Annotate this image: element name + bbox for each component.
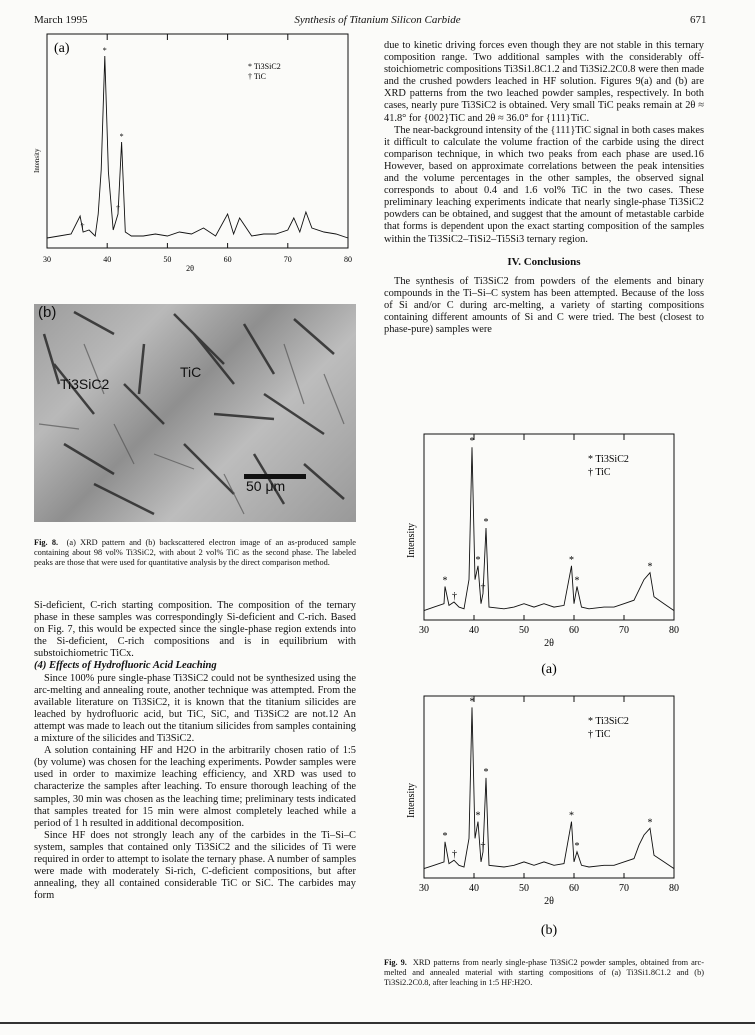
fig8b-micrograph (34, 304, 356, 522)
fig8a-xticks (43, 34, 352, 264)
peak-marker-ti3sic2: * (569, 554, 574, 566)
xtick-label: 30 (419, 883, 429, 894)
fig9b-pattern-line (424, 707, 674, 868)
right-paragraph-1: due to kinetic driving forces even though they are not stable in this ternary composition range. Two additional samples with the considerably off-stoichiometric compositions Ti3Si1.8C1.2 and Ti3Si2.2C0.8 were then made and the crushed powders leached in HF solution. Figures 9(a) and (b) are XRD patterns from the two leached powder samples, respectively. In both cases, nearly pure Ti3SiC2 is obtained. Very small TiC peaks remain at 2θ ≈ 41.8° for {002}TiC and 2θ ≈ 36.0° for {111}TiC. (384, 40, 704, 124)
left-paragraph-2: Since 100% pure single-phase Ti3SiC2 could not be synthesized using the arc-melting and annealing route, another technique was attempted. From the available literature on Ti3SiC2, it is known that the titanium silicides are leached by hydrofluoric acid, but TiC, SiC, and Ti3SiC2 are not.12 An attempt was made to leach out the titanium silicides from samples containing a mixture of the silicides and Ti3SiC2. (34, 672, 356, 745)
peak-marker-ti3sic2: * (475, 554, 481, 566)
fig9a-pattern-line (424, 447, 674, 610)
right-paragraph-2: The near-background intensity of the {111}TiC signal in both cases makes it difficult to calculate the volume fraction of the carbide using the direct comparison technique, in which two peaks from each phase are used.16 However, based on approximate correlations between the peak intensities and the volume percentages in the other samples, the observed signal corresponds to about 0.4 and 1.6 vol% TiC in the two cases. These preliminary leaching experiments indicate that nearly single-phase Ti3SiC2 powders can be obtained, and suggest that the amount of metastable carbide that forms is dependent upon the exact starting composition of the samples within the Ti3SiC2–TiSi2–Ti5Si3 ternary region. (384, 124, 704, 245)
peak-marker-ti3sic2: * (469, 696, 475, 708)
xtick-label: 50 (519, 883, 529, 894)
peak-marker-ti3sic2: * (102, 46, 107, 55)
xtick-label: 30 (419, 625, 429, 636)
right-column-text (384, 40, 704, 336)
fig8a-xrd-chart (30, 28, 360, 286)
peak-marker-ti3sic2: * (647, 561, 653, 573)
xtick-label: 70 (619, 625, 629, 636)
xtick-label: 80 (344, 255, 352, 264)
peak-marker-tic: † (480, 582, 486, 594)
peak-marker-ti3sic2: * (119, 132, 124, 141)
fig9a-legend-1: * Ti3SiC2 (588, 454, 629, 465)
peak-marker-ti3sic2: * (569, 810, 574, 822)
fig9-caption-title: Fig. 9. (384, 958, 407, 967)
peak-marker-ti3sic2: * (574, 840, 580, 852)
xtick-label: 30 (43, 255, 51, 264)
fig9b-ylabel: Intensity (406, 783, 417, 818)
xtick-label: 60 (223, 255, 232, 264)
page-number: 671 (690, 14, 707, 26)
fig8a-legend-2: † TiC (248, 72, 267, 81)
peak-marker-ti3sic2: * (475, 810, 481, 822)
xtick-label: 70 (619, 883, 629, 894)
phase-label-ti3sic2: Ti3SiC2 (60, 376, 110, 392)
fig9-caption-text: XRD patterns from nearly single-phase Ti3SiC2 powder samples, obtained from arc-melted and annealed material with starting compositions of (a) Ti3Si1.8C1.2 and (b) Ti3Si2.2C0.8, after leaching in 1:5 HF:H2O. (384, 958, 704, 987)
right-paragraph-3: The synthesis of Ti3SiC2 from powders of the elements and binary compounds in the Ti–Si–C system has been attempted. Because of the loss of Si and/or C during arc-melting, a variety of starting compositions containing different amounts of Si and C were tried. The best (closest to phase-pure) samples were (384, 275, 704, 336)
peak-marker-ti3sic2: * (574, 575, 580, 587)
peak-marker-ti3sic2: * (483, 766, 489, 778)
xtick-label: 60 (569, 883, 579, 894)
fig9b-legend-1: * Ti3SiC2 (588, 716, 629, 727)
subsection-heading: (4) Effects of Hydrofluoric Acid Leaching (34, 660, 217, 672)
peak-marker-ti3sic2: * (442, 830, 448, 842)
peak-marker-tic: † (480, 840, 486, 852)
fig9a-panel-label: (a) (541, 662, 557, 677)
fig8-caption-title: Fig. 8. (34, 538, 59, 547)
xtick-label: 50 (519, 625, 529, 636)
fig9a-ylabel: Intensity (406, 523, 417, 558)
fig9b-xrd-chart (396, 690, 696, 940)
peak-marker-tic: † (452, 590, 457, 602)
scale-bar-label: 50 μm (246, 478, 286, 494)
left-paragraph-1: Si-deficient, C-rich starting composition. The composition of the ternary phase in these samples was correspondingly Si-deficient and C-rich. Based on Fig. 7, this would be expected since the single-phase region extends into the Si-deficient, C-rich compositions and is in equilibrium with substoichiometric TiCx. (34, 600, 356, 660)
peak-marker-ti3sic2: * (469, 436, 475, 448)
left-column-text (34, 600, 356, 902)
fig9a-legend-2: † TiC (588, 467, 611, 478)
phase-label-tic: TiC (180, 364, 202, 380)
fig8a-frame (47, 34, 348, 248)
fig8b-panel-label: (b) (38, 304, 57, 321)
xtick-label: 50 (163, 255, 172, 264)
running-title: Synthesis of Titanium Silicon Carbide (294, 14, 461, 26)
fig9b-panel-label: (b) (540, 923, 558, 938)
fig8-caption-text: (a) XRD pattern and (b) backscattered electron image of an as-produced sample containing about 98 vol% Ti3SiC2, with about 2 vol% TiC as the second phase. The labeled peaks are those that were used for quantitative analysis by the direct comparison method. (34, 538, 356, 567)
xtick-label: 60 (569, 625, 579, 636)
left-paragraph-3: A solution containing HF and H2O in the arbitrarily chosen ratio of 1:5 (by volume) was chosen for the leaching experiments. Powder samples were used in order to maximize leaching efficiency, and XRD was used to characterize the samples after leaching. To ensure thorough leaching of the samples, 30 min was chosen as the leaching time; preliminary tests indicated that samples treated for 15 min were almost completely leached while a period of 1 h resulted in additional decomposition. (34, 745, 356, 829)
fig9a-xrd-chart (396, 428, 696, 678)
fig9b-legend-2: † TiC (588, 729, 611, 740)
xtick-label: 40 (469, 625, 479, 636)
xtick-label: 70 (283, 255, 292, 264)
left-paragraph-4: Since HF does not strongly leach any of the carbides in the Ti–Si–C system, samples that contained only Ti3SiC2 and the silicides of Ti were required in order to attempt to isolate the ternary phase. A number of samples were made with moderately Si-rich, C-deficient compositions, but after annealing, they all contained considerable TiC or SiC. The carbides may form (34, 829, 356, 902)
section-heading: IV. Conclusions (507, 255, 581, 268)
peak-marker-tic: † (452, 849, 457, 861)
peak-marker-ti3sic2: * (647, 817, 653, 829)
fig8a-pattern-line (47, 56, 348, 238)
header-date: March 1995 (34, 14, 88, 26)
fig8a-xlabel: 2θ (186, 264, 194, 273)
fig9a-xlabel: 2θ (544, 638, 554, 649)
xtick-label: 40 (469, 883, 479, 894)
fig8a-ylabel: Intensity (33, 148, 41, 173)
fig8a-panel-label: (a) (54, 41, 70, 56)
peak-marker-tic: † (116, 204, 121, 213)
page-bottom-rule (0, 1022, 755, 1024)
xtick-label: 80 (669, 625, 679, 636)
fig9b-xlabel: 2θ (544, 896, 554, 907)
peak-marker-tic: † (80, 222, 85, 231)
micrograph-texture (34, 304, 356, 522)
fig9a-frame (424, 434, 674, 620)
xtick-label: 40 (103, 255, 112, 264)
fig8-caption (34, 538, 356, 568)
fig8a-legend-1: * Ti3SiC2 (248, 62, 281, 71)
peak-marker-ti3sic2: * (442, 575, 448, 587)
peak-marker-ti3sic2: * (483, 517, 489, 528)
fig9-caption (384, 958, 704, 988)
xtick-label: 80 (669, 883, 679, 894)
